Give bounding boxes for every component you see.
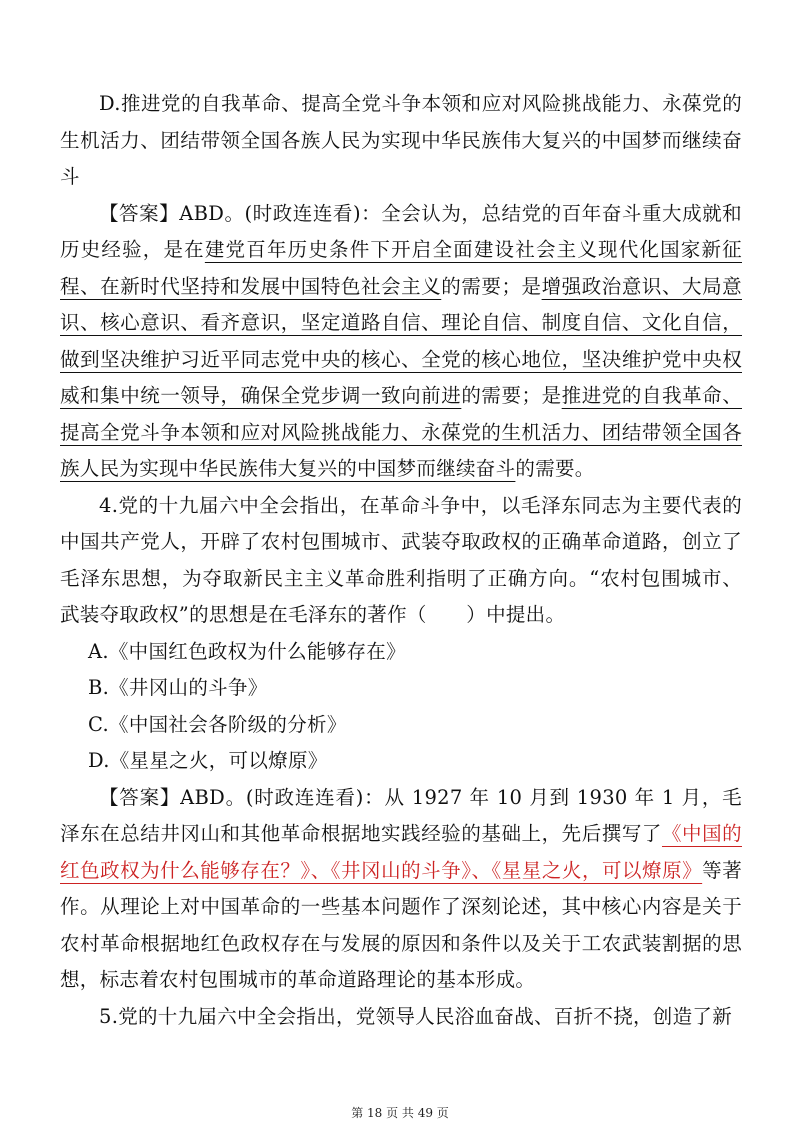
q4-option-c: C.《中国社会各阶级的分析》 <box>88 712 347 736</box>
q3-answer <box>60 196 742 488</box>
q3-answer-ending: 的需要。 <box>515 457 595 480</box>
q3-answer-connector-1: 的需要；是 <box>441 274 542 298</box>
q3-answer-source: (时政连连看)： <box>244 201 382 225</box>
q4-stem: 4.党的十九届六中全会指出，在革命斗争中，以毛泽东同志为主要代表的中国共产党人，开辟了农村包围城市、武装夺取政权的正确革命道路，创立了毛泽东思想，为夺取新民主主义革命胜利指明了正确方向。“农村包围城市、武装夺取政权”的思想是在毛泽东的著作（ ）中提出。 <box>60 493 742 626</box>
q3-answer-connector-2: 的需要；是 <box>461 384 562 407</box>
q3-answer-underline-2: 增强政治意识、大局意识、核心意识、看齐意识，坚定道路自信、理论自信、制度自信、文化自信，做到坚决维护习近平同志党中央的核心、全党的核心地位，坚决维护党中央权威和集中统一领导，确保全党步调一致向前进 <box>60 274 742 407</box>
document-page <box>60 86 742 1035</box>
q3-answer-underline-3: 推进党的自我革命、提高全党斗争本领和应对风险挑战能力、永葆党的生机活力、团结带领全国各族人民为实现中华民族伟大复兴的中国梦而继续奋斗 <box>60 384 742 480</box>
q4-option-b: B.《井冈山的斗争》 <box>88 676 268 699</box>
q4-answer-intro: 从 1927 年 10 月到 1930 年 1 月，毛泽东在总结井冈山和其他革命根据地实践经验的基础上，先后撰写了 <box>60 785 742 845</box>
q4-answer-rest: 等著作。从理论上对中国革命的一些基本问题作了深刻论述，其中核心内容是关于农村革命根据地红色政权存在与发展的原因和条件以及关于工农武装割据的思想，标志着农村包围城市的革命道路理论的基本形成。 <box>60 858 742 991</box>
q4-answer-source: (时政连连看)： <box>245 785 385 809</box>
q4-option-d: D.《星星之火，可以燎原》 <box>88 749 328 772</box>
q3-answer-underline-1: 建党百年历史条件下开启全面建设社会主义现代化国家新征程、在新时代坚持和发展中国特色社会主义 <box>60 238 742 298</box>
q4-answer-label: 【答案】ABD。 <box>99 785 246 809</box>
q4-option-a: A.《中国红色政权为什么能够存在》 <box>88 639 406 663</box>
q4-answer-red-underline: 《中国的红色政权为什么能够存在？》、《井冈山的斗争》、《星星之火，可以燎原》 <box>60 822 742 882</box>
q4-answer <box>60 780 742 999</box>
q3-answer-intro: 全会认为，总结党的百年奋斗重大成就和历史经验，是在 <box>60 201 742 261</box>
q3-option-d: D.推进党的自我革命、提高全党斗争本领和应对风险挑战能力、永葆党的生机活力、团结带领全国各族人民为实现中华民族伟大复兴的中国梦而继续奋斗 <box>60 92 742 188</box>
q5-stem: 5.党的十九届六中全会指出，党领导人民浴血奋战、百折不挠，创造了新 <box>99 1004 733 1028</box>
q3-answer-label: 【答案】ABD。 <box>99 201 245 225</box>
page-footer: 第 18 页 共 49 页 <box>351 1106 449 1120</box>
